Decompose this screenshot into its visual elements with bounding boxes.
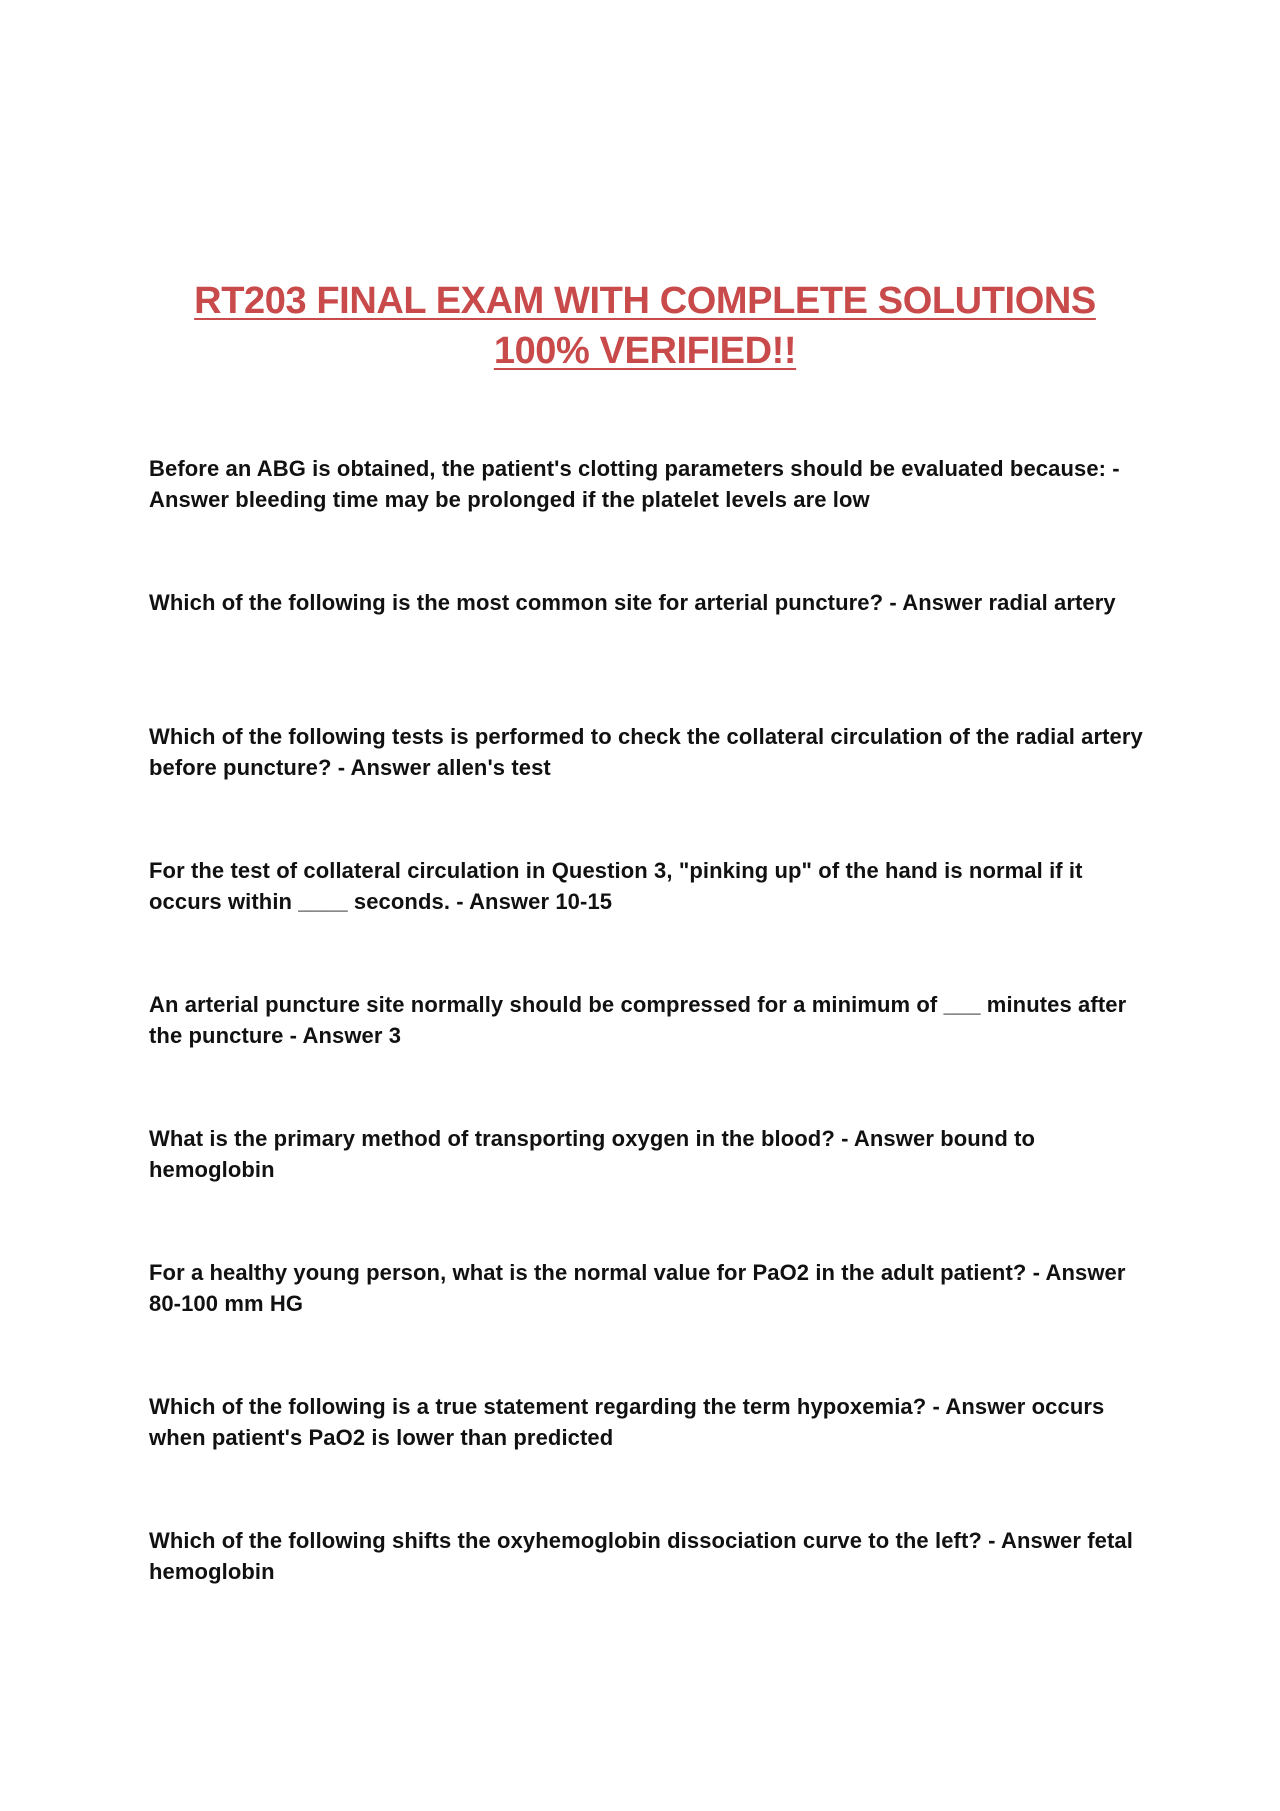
- qa-item: Which of the following is the most common site for arterial puncture? - Answer radial artery: [149, 590, 1116, 615]
- qa-item: What is the primary method of transporting oxygen in the blood? - Answer bound to hemoglobin: [149, 1126, 1036, 1182]
- qa-item: For a healthy young person, what is the normal value for PaO2 in the adult patient? - Answer 80-100 mm HG: [149, 1260, 1126, 1316]
- qa-item: Which of the following tests is performed to check the collateral circulation of the radial artery before puncture? - Answer allen's test: [149, 724, 1143, 780]
- qa-item: Before an ABG is obtained, the patient's clotting parameters should be evaluated because: - Answer bleeding time may be prolonged if the platelet levels are low: [149, 456, 1120, 512]
- qa-item: An arterial puncture site normally should be compressed for a minimum of ___ minutes after the puncture - Answer 3: [149, 992, 1127, 1048]
- qa-item: Which of the following is a true statement regarding the term hypoxemia? - Answer occurs when patient's PaO2 is lower than predicted: [149, 1394, 1105, 1450]
- document-title: [150, 276, 1140, 376]
- title-line-2: 100% VERIFIED!!: [493, 330, 797, 372]
- qa-item: For the test of collateral circulation in Question 3, "pinking up" of the hand is normal if it occurs within ____ seconds. - Answer 10-15: [149, 858, 1083, 914]
- qa-item: Which of the following shifts the oxyhemoglobin dissociation curve to the left? - Answer fetal hemoglobin: [149, 1528, 1133, 1584]
- title-line-1: RT203 FINAL EXAM WITH COMPLETE SOLUTIONS: [194, 280, 1096, 322]
